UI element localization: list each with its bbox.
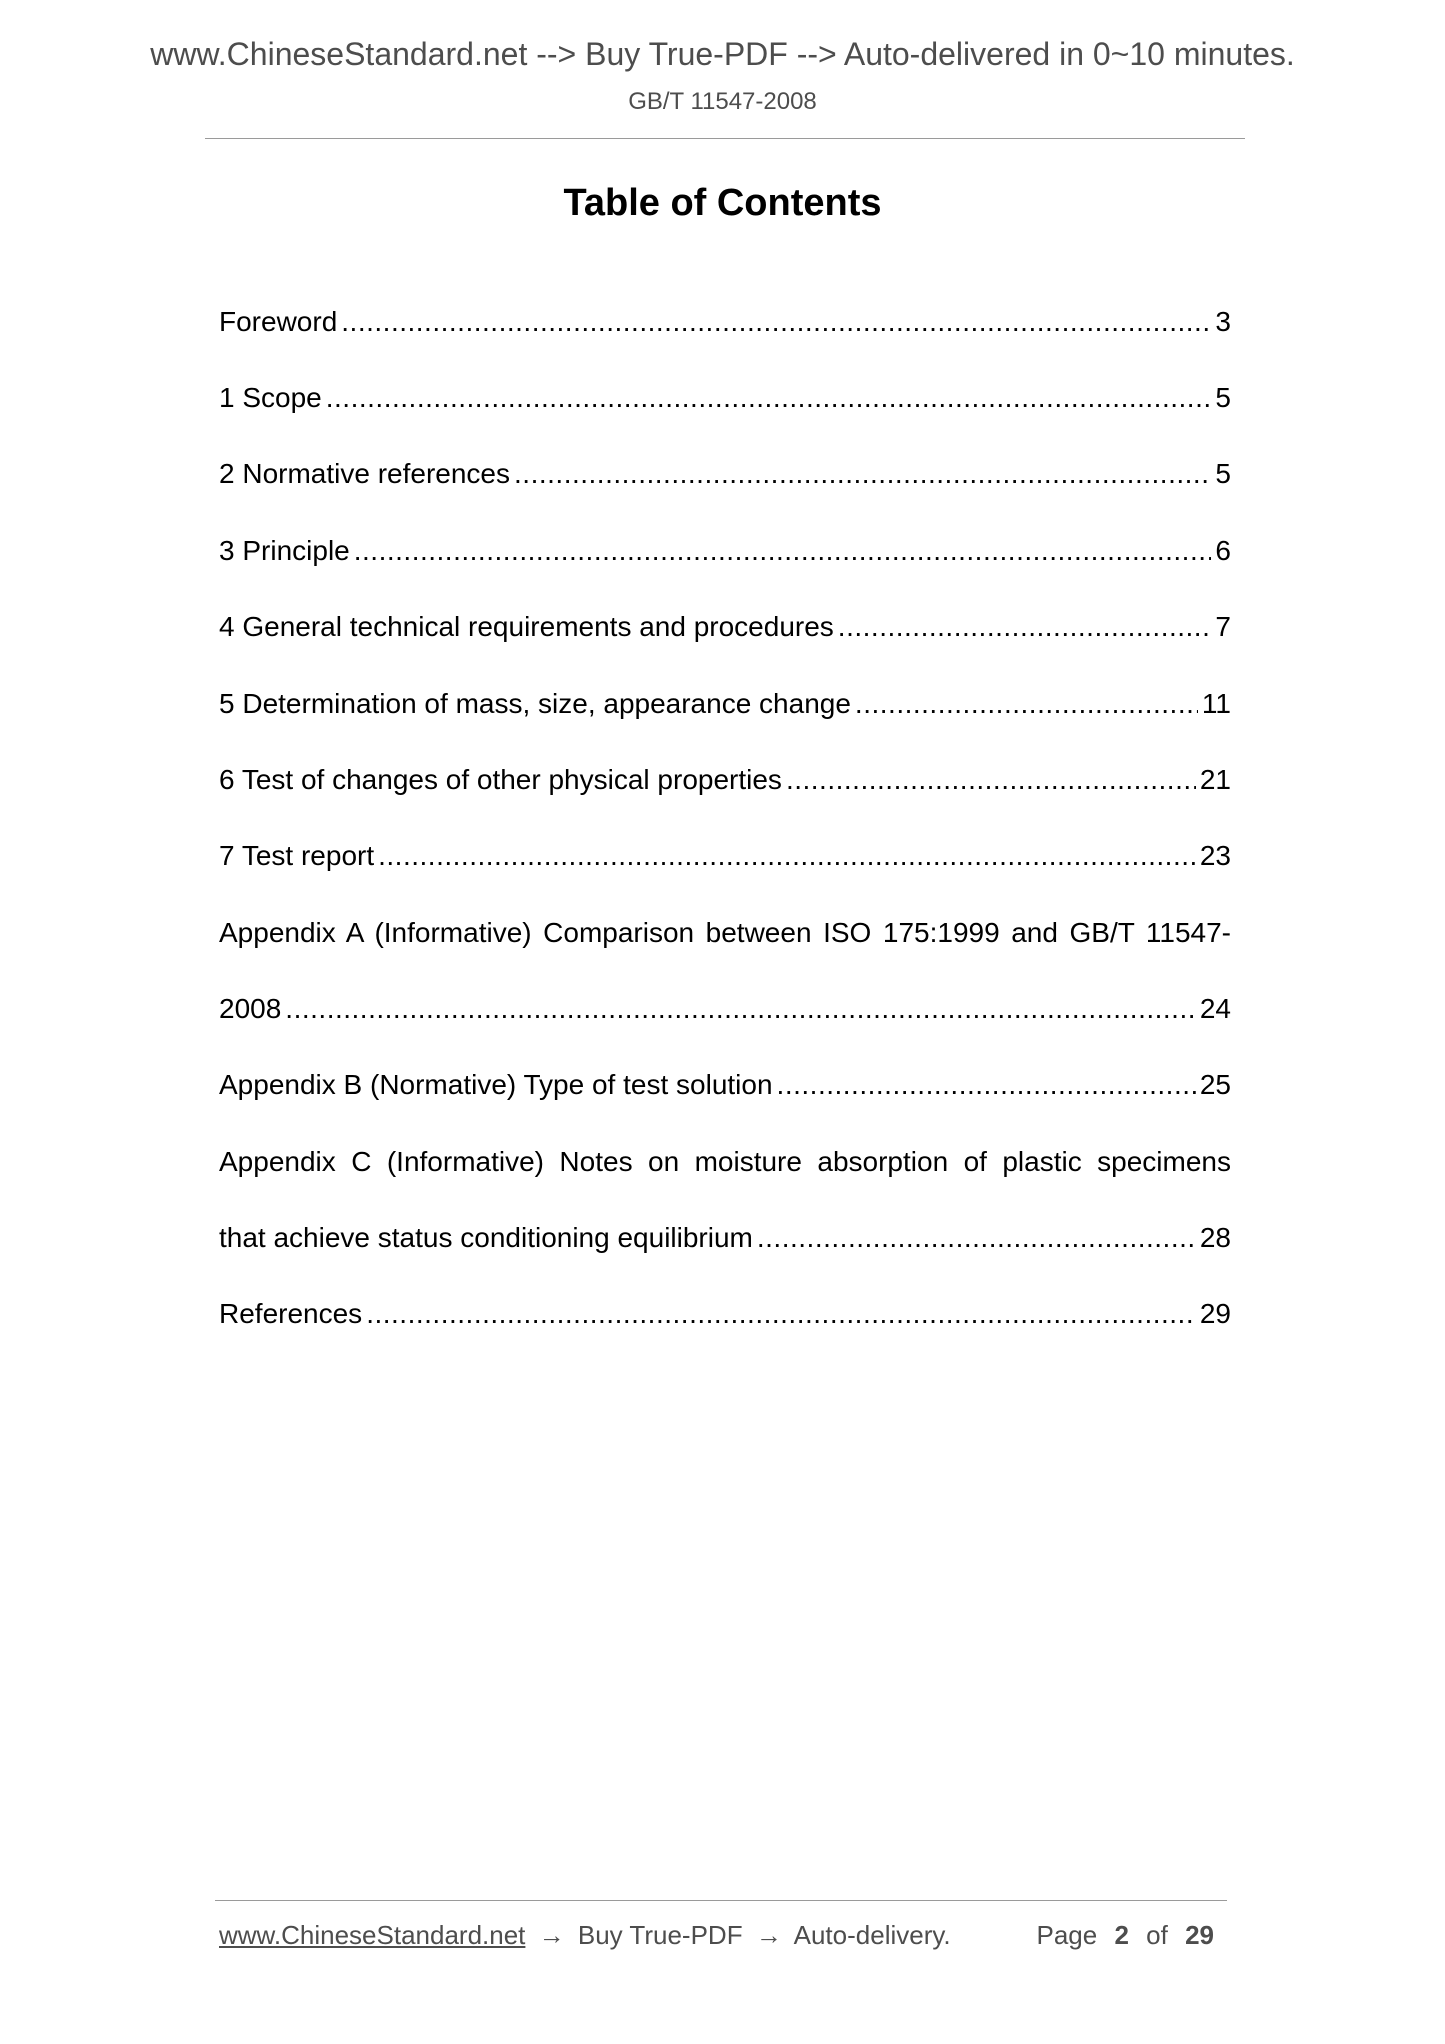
- arrow-right-icon: →: [755, 1920, 782, 1950]
- toc-entry-page: 5: [1215, 382, 1231, 413]
- toc-leader-dots: [326, 378, 1212, 418]
- page-current: 2: [1114, 1920, 1129, 1950]
- toc-entry-label: Foreword: [219, 306, 338, 337]
- toc-leader-dots: [777, 1065, 1196, 1105]
- toc-entry-general-requirements[interactable]: [219, 607, 1231, 647]
- arrow-right-icon: →: [538, 1920, 565, 1950]
- toc-leader-dots: [786, 760, 1196, 800]
- toc-entry-page: 25: [1199, 1069, 1231, 1100]
- header-divider: [205, 138, 1245, 139]
- toc-entry-appendix-a-line1[interactable]: Appendix A (Informative) Comparison between ISO 175:1999 and GB/T 11547-: [219, 917, 1231, 948]
- toc-entry-label: Appendix B (Normative) Type of test solution: [219, 1069, 773, 1100]
- toc-entry-label: References: [219, 1298, 363, 1329]
- toc-entry-page: 3: [1215, 306, 1231, 337]
- toc-leader-dots: [354, 531, 1212, 571]
- toc-entry-page: 21: [1199, 764, 1231, 795]
- toc-leader-dots: [378, 836, 1196, 876]
- footer-site-link[interactable]: www.ChineseStandard.net: [219, 1920, 526, 1950]
- toc-leader-dots: [514, 454, 1211, 494]
- toc-entry-label: 7 Test report: [219, 840, 375, 871]
- page-total: 29: [1185, 1920, 1214, 1950]
- toc-entry-principle[interactable]: [219, 531, 1231, 571]
- toc-entry-appendix-c[interactable]: [219, 1218, 1231, 1258]
- toc-entry-label: that achieve status conditioning equilibrium: [219, 1222, 753, 1253]
- footer-buy-text: Buy True-PDF: [577, 1920, 743, 1950]
- toc-entry-page: 5: [1215, 458, 1231, 489]
- toc-entry-label: 3 Principle: [219, 535, 350, 566]
- toc-entry-page: 6: [1215, 535, 1231, 566]
- toc-entry-label: 4 General technical requirements and procedures: [219, 611, 834, 642]
- top-banner: www.ChineseStandard.net --> Buy True-PDF --> Auto-delivered in 0~10 minutes.: [150, 36, 1295, 72]
- page-footer: [219, 1917, 1224, 1953]
- toc-entry-label: 2008: [219, 993, 282, 1024]
- toc-entry-normative-references[interactable]: [219, 454, 1231, 494]
- of-word: of: [1146, 1920, 1168, 1950]
- footer-delivery-text: Auto-delivery.: [793, 1920, 951, 1950]
- page-number: [1036, 1917, 1224, 1953]
- toc-entry-label: 2 Normative references: [219, 458, 511, 489]
- toc-leader-dots: [366, 1294, 1196, 1334]
- toc-title: Table of Contents: [563, 182, 882, 224]
- footer-divider: [215, 1900, 1227, 1901]
- toc-leader-dots: [855, 684, 1198, 724]
- toc-entry-page: 28: [1199, 1222, 1231, 1253]
- toc-entry-appendix-c-line1[interactable]: Appendix C (Informative) Notes on moisture absorption of plastic specimens: [219, 1146, 1231, 1177]
- toc-entry-appendix-a[interactable]: [219, 989, 1231, 1029]
- toc-entry-page: 23: [1199, 840, 1231, 871]
- toc-leader-dots: [341, 302, 1211, 342]
- toc-leader-dots: [838, 607, 1212, 647]
- toc-entry-page: 24: [1199, 993, 1231, 1024]
- toc-entry-label: 1 Scope: [219, 382, 322, 413]
- document-id: GB/T 11547-2008: [628, 88, 817, 115]
- toc-entry-label: 6 Test of changes of other physical properties: [219, 764, 782, 795]
- footer-promo: [219, 1917, 951, 1953]
- toc-entry-determination[interactable]: [219, 684, 1231, 724]
- toc-entry-test-report[interactable]: [219, 836, 1231, 876]
- toc-entry-appendix-b[interactable]: [219, 1065, 1231, 1105]
- toc-entry-page: 7: [1215, 611, 1231, 642]
- toc-entry-page: 11: [1201, 688, 1231, 719]
- toc-entry-scope[interactable]: [219, 378, 1231, 418]
- toc-leader-dots: [757, 1218, 1196, 1258]
- toc-entry-page: 29: [1199, 1298, 1231, 1329]
- toc-entry-physical-properties[interactable]: [219, 760, 1231, 800]
- toc-entry-foreword[interactable]: [219, 302, 1231, 342]
- toc-entry-references[interactable]: [219, 1294, 1231, 1334]
- toc-entry-label: 5 Determination of mass, size, appearance change: [219, 688, 851, 719]
- page-word: Page: [1036, 1920, 1098, 1950]
- toc-leader-dots: [285, 989, 1196, 1029]
